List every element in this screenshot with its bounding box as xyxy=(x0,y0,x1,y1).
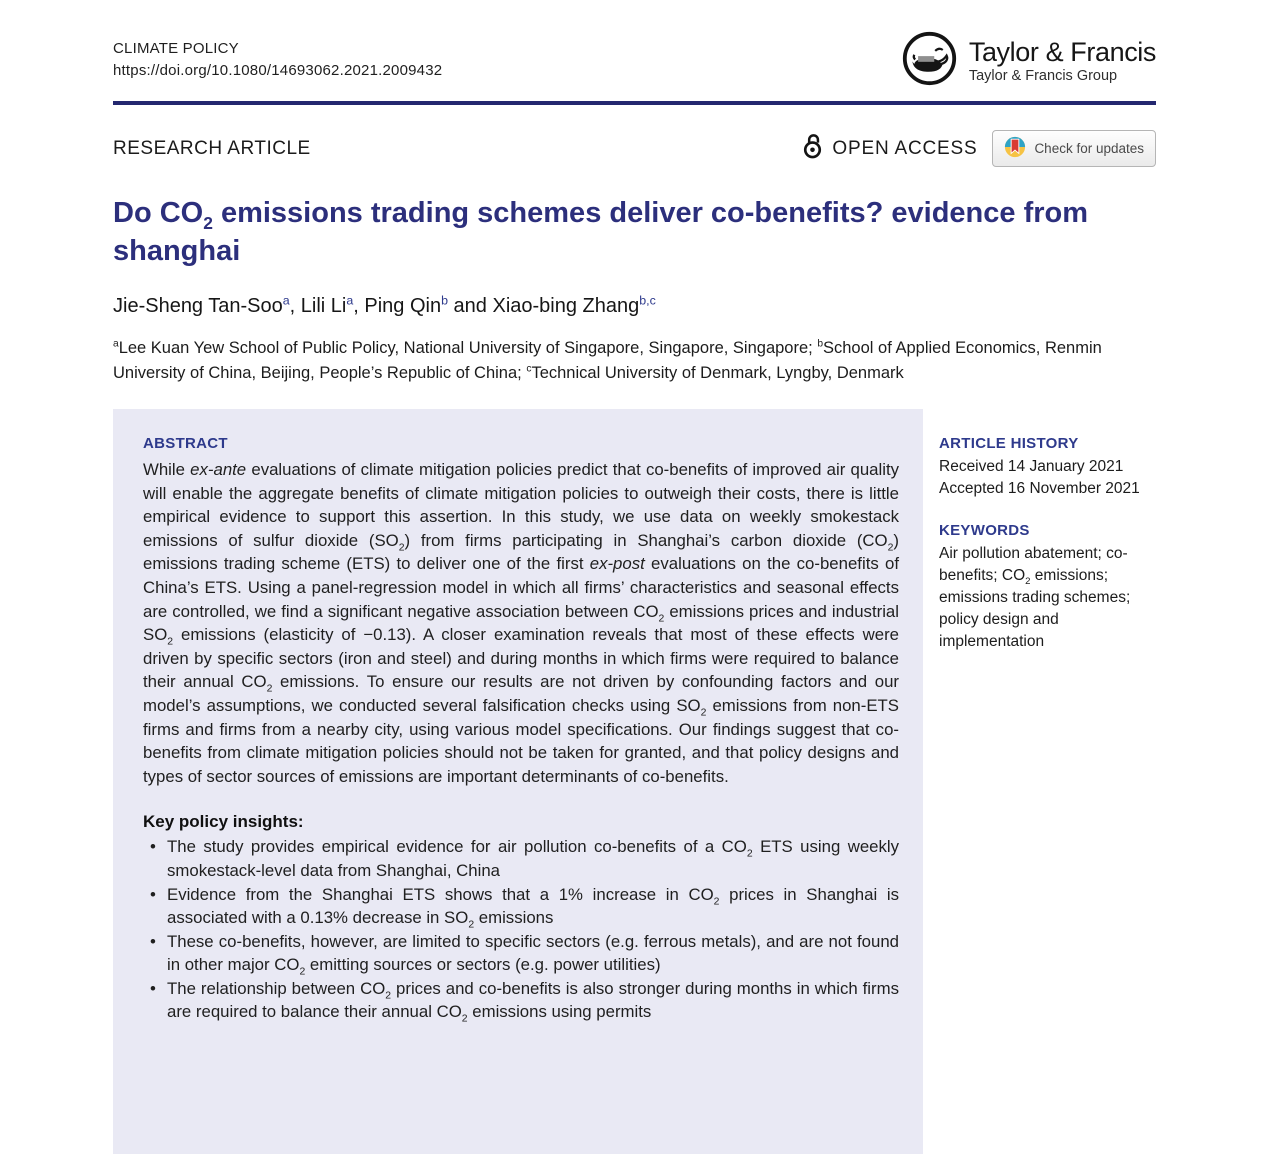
bullet-dot: • xyxy=(150,837,156,857)
journal-name: CLIMATE POLICY xyxy=(113,40,239,57)
insight-text: The study provides empirical evidence for air pollution co-benefits of a $CO_2$ ETS using weekly smokestack-level data from Shanghai, China xyxy=(167,837,899,880)
page-title: Do $CO_2$ emissions trading schemes deliver co-benefits? evidence from shanghai xyxy=(113,197,1089,267)
list-item xyxy=(143,835,899,882)
abstract-heading: ABSTRACT xyxy=(143,435,228,452)
article-meta-sidebar xyxy=(939,409,1156,653)
list-item xyxy=(143,883,899,930)
open-access-padlock-icon xyxy=(802,132,823,165)
publisher-group: Taylor & Francis Group xyxy=(968,68,1118,84)
received-date: Received 14 January 2021 xyxy=(939,458,1124,475)
header-badges xyxy=(802,130,1156,167)
journal-block xyxy=(113,30,442,82)
bullet-dot: • xyxy=(150,884,156,904)
doi-link[interactable]: https://doi.org/10.1080/14693062.2021.2009432 xyxy=(113,62,443,79)
article-type-label: RESEARCH ARTICLE xyxy=(113,137,311,159)
keywords-heading: KEYWORDS xyxy=(939,522,1030,539)
crossmark-icon xyxy=(1004,136,1026,161)
list-item xyxy=(143,977,899,1024)
check-for-updates-label: Check for updates xyxy=(1034,141,1144,156)
bullet-dot: • xyxy=(150,978,156,998)
list-item xyxy=(143,930,899,977)
key-policy-insights-heading: Key policy insights: xyxy=(143,812,304,832)
article-type-row xyxy=(113,130,1156,167)
insight-text: Evidence from the Shanghai ETS shows that a 1% increase in $CO_2$ prices in Shanghai is associated with a 0.13% decrease in $SO_2$ emissions xyxy=(167,884,899,931)
masthead xyxy=(113,30,1156,92)
check-for-updates-button[interactable] xyxy=(992,130,1156,167)
insight-text: These co-benefits, however, are limited to specific sectors (e.g. ferrous metals), and are not found in other major $CO_2$ emitting sources or sectors (e.g. power utilities) xyxy=(167,931,899,978)
open-access-badge[interactable] xyxy=(802,132,977,165)
accepted-date: Accepted 16 November 2021 xyxy=(939,480,1140,497)
main-content xyxy=(113,409,1156,1154)
insights-list xyxy=(143,835,899,1024)
publisher-text xyxy=(969,37,1156,85)
taylor-francis-lamp-icon xyxy=(901,30,958,92)
abstract-body: While ex-ante evaluations of climate mitigation policies predict that co-benefits of improved air quality will enable the aggregate benefits of climate mitigation policies to outweigh their costs, there is little empirical evidence to support this assertion. In this study, we use data on weekly smokestack emissions of sulfur dioxide $(SO_2)$ from firms participating in Shanghai’s carbon dioxide $(CO_2)$ emissions trading scheme (ETS) to deliver one of the first ex-post evaluations on the co-benefits of China’s ETS. Using a panel-regression model in which all firms’ characteristics and seasonal effects are controlled, we find a significant negative association between $CO_2$ emissions prices and industrial $SO_2$ emissions (elasticity of −0.13). A closer examination reveals that most of these effects were driven by specific sectors (iron and steel) and during months in which firms were required to balance their annual $CO_2$ emissions. To ensure our results are not driven by confounding factors and our model’s assumptions, we conducted several falsification checks using $SO_2$ emissions from non-ETS firms and firms from a nearby city, using various model specifications. Our findings suggest that co-benefits from climate mitigation policies should not be taken for granted, and that policy designs and types of sector sources of emissions are important determinants of co-benefits. xyxy=(143,460,900,786)
header-divider xyxy=(113,101,1156,105)
affiliations: $^a$Lee Kuan Yew School of Public Policy, National University of Singapore, Singapore, Singapore; $^b$School of Applied Economics, Renmin University of China, Beijing, People’s Republic of China; $^c$Technical University of Denmark, Lyngby, Denmark xyxy=(113,338,1102,382)
open-access-label: OPEN ACCESS xyxy=(832,137,978,159)
bullet-dot: • xyxy=(150,931,156,951)
abstract-box xyxy=(113,409,923,1154)
insight-text: The relationship between $CO_2$ prices and co-benefits is also stronger during months in which firms are required to balance their annual $CO_2$ emissions using permits xyxy=(167,978,899,1025)
publisher-logo xyxy=(901,30,1156,92)
publisher-name: Taylor & Francis xyxy=(968,37,1156,67)
author-list: Jie-Sheng Tan-Soo$^a$, Lili Li$^a$, Ping Qin$^b$ and Xiao-bing Zhang$^{b,c}$ xyxy=(113,293,656,317)
article-history-heading: ARTICLE HISTORY xyxy=(939,435,1079,452)
keywords-text: Air pollution abatement; co-benefits; $CO_2$ emissions; emissions trading schemes; policy design and implementation xyxy=(939,545,1131,650)
